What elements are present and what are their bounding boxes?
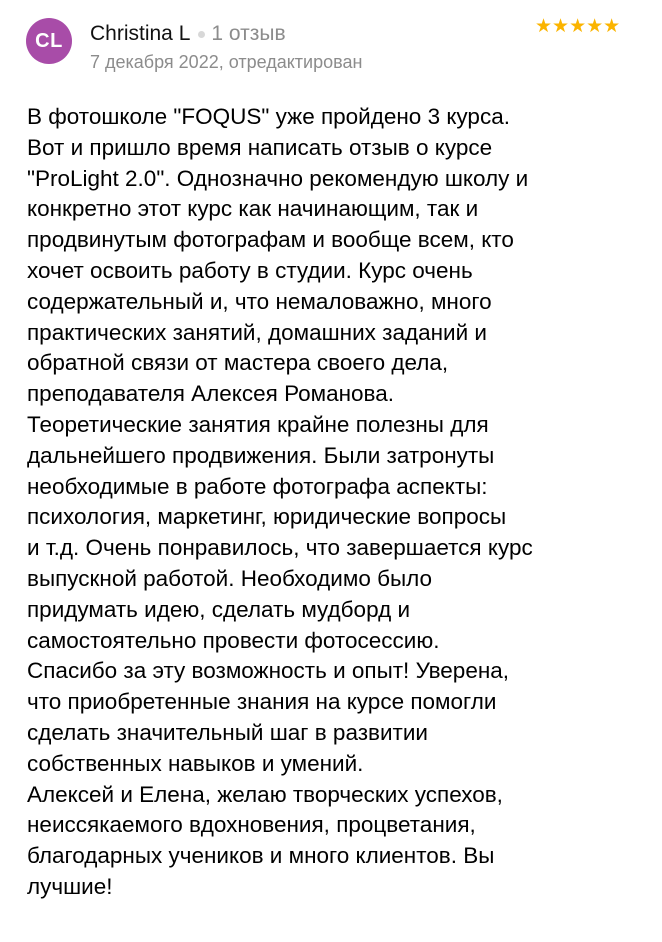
review-text-line: благодарных учеников и много клиентов. Вы <box>27 843 495 869</box>
review-text-line: что приобретенные знания на курсе помогли <box>27 689 497 715</box>
review-text-line: В фотошколе "FOQUS" уже пройдено 3 курса. <box>27 104 510 129</box>
review-text-line: практических занятий, домашних заданий и <box>27 319 487 345</box>
review-text-line: преподавателя Алексея Романова. <box>27 381 395 407</box>
review-text-line: неиссякаемого вдохновения, процветания, <box>27 812 476 838</box>
review-text-line: выпускной работой. Необходимо было <box>27 565 433 591</box>
separator-dot <box>198 31 205 38</box>
review-text-line: собственных навыков и умений. <box>27 750 364 776</box>
review-text <box>27 102 533 903</box>
review-text-line: обратной связи от мастера своего дела, <box>27 350 449 376</box>
author-name[interactable]: Christina L <box>90 22 191 45</box>
review-text-line: Теоретические занятия крайне полезны для <box>27 411 489 437</box>
review-text-line: продвинутым фотографам и вообще всем, кто <box>27 227 514 253</box>
review-date: 7 декабря 2022, отредактирован <box>90 52 363 72</box>
review-text-line: дальнейшего продвижения. Были затронуты <box>27 442 495 468</box>
review-text-line: конкретно этот курс как начинающим, так и <box>27 196 479 222</box>
author-row <box>90 22 286 46</box>
review-text-line: сделать значительный шаг в развитии <box>27 719 428 745</box>
review-text-line: самостоятельно провести фотосессию. <box>27 627 440 653</box>
review-text-line: придумать идею, сделать мудборд и <box>27 596 411 622</box>
review-text-line: и т.д. Очень понравилось, что завершается курс <box>27 535 533 561</box>
review-text-line: хочет освоить работу в студии. Курс очень <box>27 257 473 283</box>
review-text-line: Спасибо за эту возможность и опыт! Уверена, <box>27 658 510 684</box>
review-count: 1 отзыв <box>211 22 286 45</box>
review-text-line: Алексей и Елена, желаю творческих успехов, <box>27 781 503 807</box>
star-rating-icon: ★★★★★ <box>535 16 621 37</box>
review-text-line: необходимые в работе фотографа аспекты: <box>27 473 488 499</box>
avatar[interactable]: CL <box>26 18 72 64</box>
review-text-line: Вот и пришло время написать отзыв о курсе <box>27 134 493 160</box>
review-text-line: лучшие! <box>27 873 113 899</box>
review-text-line: психология, маркетинг, юридические вопросы <box>27 504 507 530</box>
review-text-line: "ProLight 2.0". Однозначно рекомендую школу и <box>27 165 529 191</box>
review-text-line: содержательный и, что немаловажно, много <box>27 288 492 314</box>
